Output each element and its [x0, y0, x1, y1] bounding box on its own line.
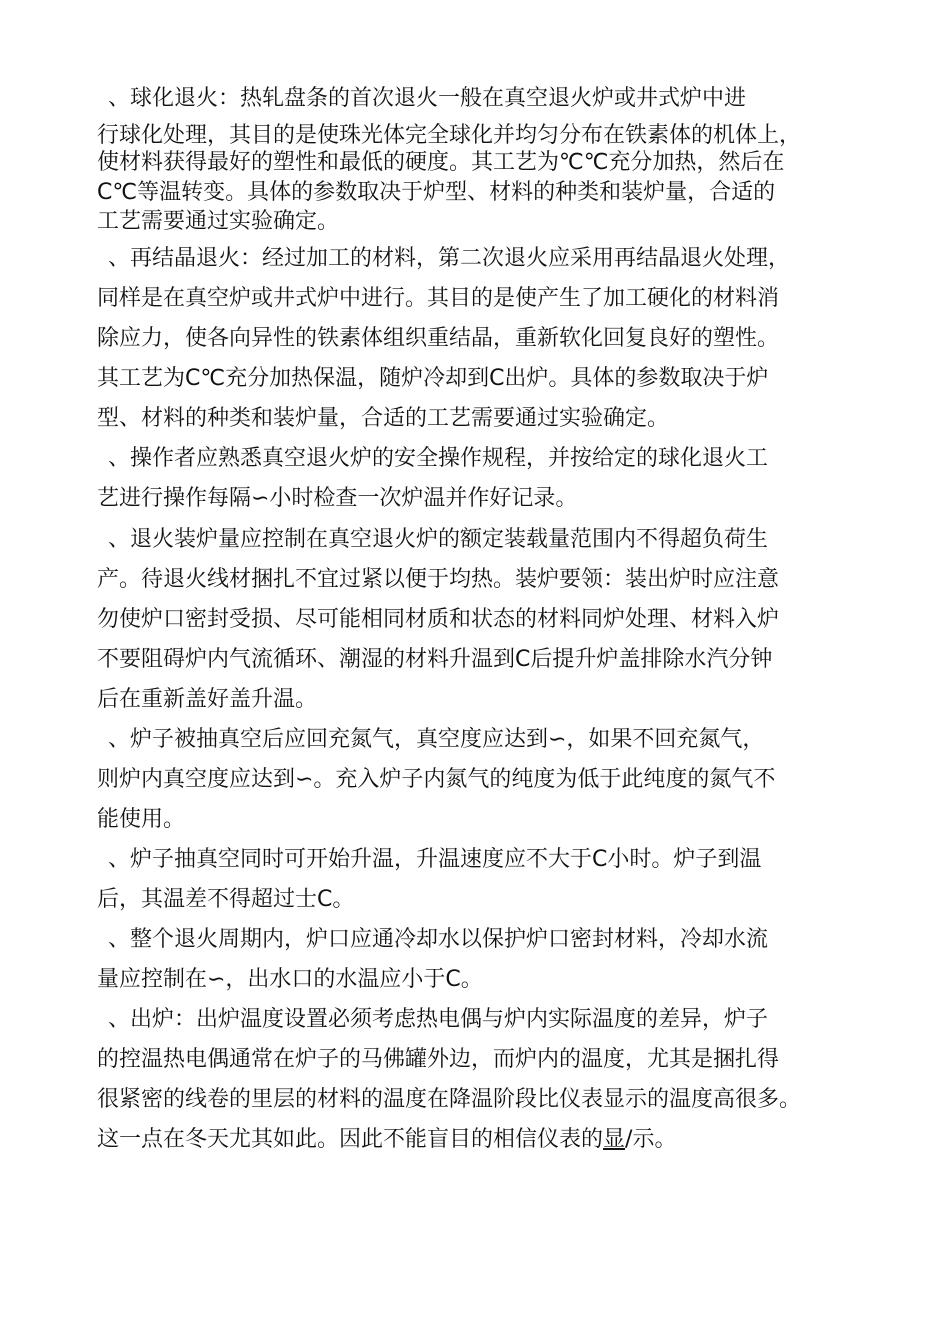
text-line: 、退火装炉量应控制在真空退火炉的额定装载量范围内不得超负荷生 [108, 527, 769, 552]
text-line: 后，其温差不得超过士C。 [97, 887, 355, 912]
text-segment: 这一点在冬天尤其如此。因此不能盲目的相信仪表的 [97, 1127, 604, 1152]
underlined-text: 显 [603, 1127, 626, 1152]
text-line: 艺进行操作每隔∽小时检查一次炉温并作好记录。 [97, 486, 578, 511]
text-line: 后在重新盖好盖升温。 [97, 687, 318, 712]
text-line: 、再结晶退火：经过加工的材料，第二次退火应采用再结晶退火处理， [108, 246, 791, 271]
text-line: 则炉内真空度应达到∽。充入炉子内氮气的纯度为低于此纯度的氮气不 [97, 767, 776, 792]
text-line: 、球化退火：热轧盘条的首次退火一般在真空退火炉或井式炉中进 [108, 86, 747, 111]
text-line: 勿使炉口密封受损、尽可能相同材质和状态的材料同炉处理、材料入炉 [97, 607, 780, 632]
text-line: 能使用。 [97, 807, 186, 832]
text-line: 的控温热电偶通常在炉子的马佛罐外边，而炉内的温度，尤其是捆扎得 [97, 1047, 780, 1072]
text-line: C℃等温转变。具体的参数取决于炉型、材料的种类和装炉量，合适的 [97, 180, 776, 205]
text-line-last [97, 1125, 676, 1155]
text-line: 、操作者应熟悉真空退火炉的安全操作规程，并按给定的球化退火工 [108, 446, 769, 471]
text-line: 同样是在真空炉或井式炉中进行。其目的是使产生了加工硬化的材料消 [97, 286, 780, 311]
text-line: 不要阻碍炉内气流循环、潮湿的材料升温到C后提升炉盖排除水汽分钟 [97, 647, 773, 672]
text-segment-end: /示。 [625, 1127, 677, 1152]
text-line: 、出炉：出炉温度设置必须考虑热电偶与炉内实际温度的差异，炉子 [108, 1007, 769, 1032]
text-line: 、整个退火周期内，炉口应通冷却水以保护炉口密封材料，冷却水流 [108, 927, 769, 952]
text-line: 产。待退火线材捆扎不宜过紧以便于均热。装炉要领：装出炉时应注意 [97, 567, 780, 592]
text-line: 、炉子抽真空同时可开始升温，升温速度应不大于C小时。炉子到温 [108, 847, 762, 872]
text-line: 、炉子被抽真空后应回充氮气，真空度应达到∽，如果不回充氮气， [108, 727, 765, 752]
text-line: 量应控制在∽，出水口的水温应小于C。 [97, 967, 483, 992]
text-line: 型、材料的种类和装炉量，合适的工艺需要通过实验确定。 [97, 406, 670, 431]
text-line: 工艺需要通过实验确定。 [97, 209, 340, 234]
text-line: 除应力，使各向异性的铁素体组织重结晶，重新软化回复良好的塑性。 [97, 326, 780, 351]
text-line: 很紧密的线卷的里层的材料的温度在降温阶段比仪表显示的温度高很多。 [97, 1087, 802, 1112]
text-line: 其工艺为C℃充分加热保温，随炉冷却到C出炉。具体的参数取决于炉 [97, 366, 769, 391]
text-line: 使材料获得最好的塑性和最低的硬度。其工艺为℃℃充分加热，然后在 [97, 150, 785, 175]
text-line: 行球化处理，其目的是使珠光体完全球化并均匀分布在铁素体的机体上， [97, 123, 802, 148]
